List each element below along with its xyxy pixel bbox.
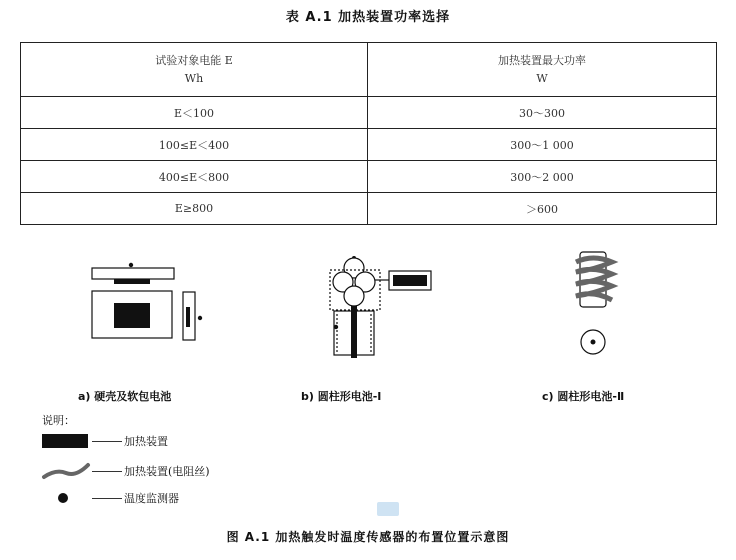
- legend-label: 加热装置: [124, 435, 168, 448]
- cell-energy: E≥800: [21, 193, 368, 225]
- figure-a-drawing: [92, 263, 202, 340]
- cell-energy: 400≤E＜800: [21, 161, 368, 193]
- table-title: 表 A.1 加热装置功率选择: [285, 10, 451, 25]
- figure-c-drawing: [576, 252, 612, 354]
- header-power-unit: W: [536, 71, 548, 85]
- table-row: [21, 97, 717, 129]
- figure-illustrations: [0, 248, 736, 388]
- table-header-row: [21, 43, 717, 97]
- heater-wire-icon: [40, 461, 92, 481]
- watermark-logo: [377, 502, 399, 516]
- power-table: [20, 42, 717, 225]
- cell-energy: E＜100: [21, 97, 368, 129]
- cell-power: 300～1 000: [368, 129, 717, 161]
- header-energy-label: 试验对象电能 E: [155, 53, 233, 67]
- legend-label: 加热装置(电阻丝): [124, 465, 210, 478]
- legend-item-temperature-monitor: [40, 488, 179, 508]
- heater-block-icon: [40, 431, 92, 451]
- legend-leader-line: [92, 471, 122, 472]
- figure-a-caption: a) 硬壳及软包电池: [78, 390, 172, 403]
- figure-caption: 图 A.1 加热触发时温度传感器的布置位置示意图: [226, 530, 510, 544]
- table-row: [21, 129, 717, 161]
- table-row: [21, 161, 717, 193]
- header-energy: [21, 43, 368, 97]
- legend-leader-line: [92, 441, 122, 442]
- figure-c-caption: c) 圆柱形电池-Ⅱ: [542, 390, 625, 403]
- cell-power: 30～300: [368, 97, 717, 129]
- cell-power: 300～2 000: [368, 161, 717, 193]
- figure-b-caption: b) 圆柱形电池-Ⅰ: [301, 390, 382, 403]
- legend-label: 温度监测器: [124, 492, 179, 505]
- legend-item-heater: [40, 431, 168, 451]
- figure-b-drawing: [330, 256, 431, 358]
- legend-item-heater-wire: [40, 461, 210, 481]
- header-energy-unit: Wh: [184, 71, 204, 85]
- legend-title: 说明：: [42, 414, 75, 427]
- legend-leader-line: [92, 498, 122, 499]
- temperature-monitor-icon: [40, 488, 92, 508]
- cell-energy: 100≤E＜400: [21, 129, 368, 161]
- cell-power: ＞600: [368, 193, 717, 225]
- table-row: [21, 193, 717, 225]
- header-power-label: 加热装置最大功率: [498, 53, 586, 67]
- header-power: [368, 43, 717, 97]
